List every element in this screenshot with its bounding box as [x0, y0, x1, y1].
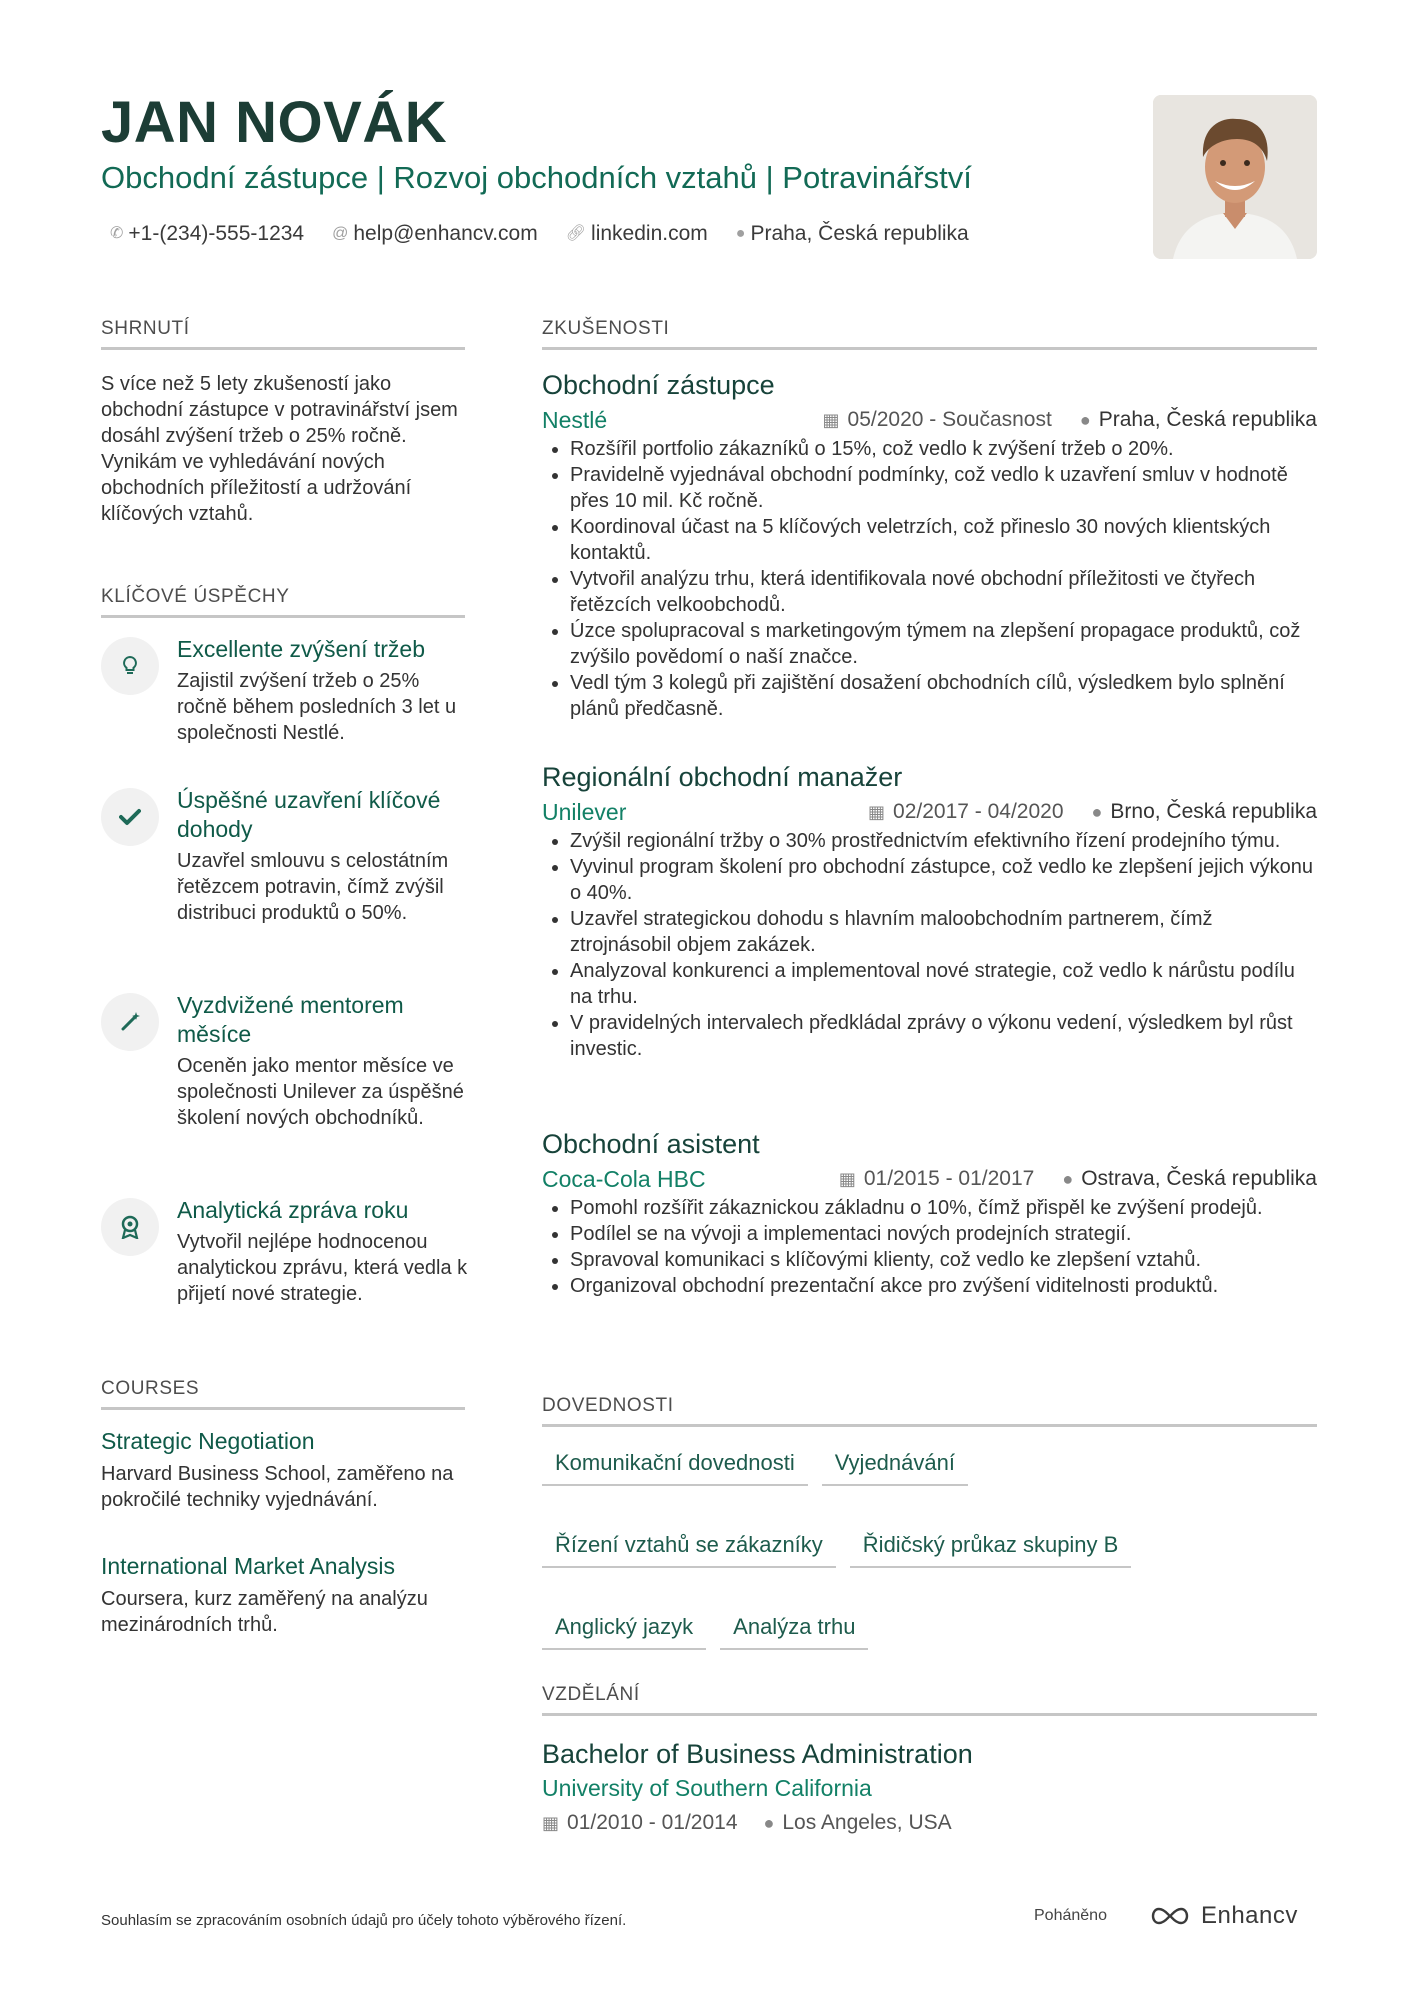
contact-location — [736, 220, 969, 248]
profile-photo — [1153, 95, 1317, 259]
job-bullet: • Spravoval komunikaci s klíčovými klienty, což vedlo ke zlepšení vztahů. — [570, 1247, 1317, 1273]
job-location: Brno, Česká republika — [1110, 800, 1317, 823]
achievement-title: Excellentе zvýšení tržeb — [177, 636, 426, 662]
phone-icon: ✆ — [110, 225, 124, 242]
job-bullet: • V pravidelných intervalech předkládal zprávy o výkonu vedení, výsledkem byl růst investic. — [570, 1010, 1317, 1062]
powered-by-label: Poháněno — [1034, 1907, 1107, 1924]
achievement-text: Uzavřel smlouvu s celostátním řetězcem potravin, čímž zvýšil distribuci produktů o 50%. — [177, 850, 449, 924]
email-text: help@enhancv.com — [353, 222, 538, 245]
job-bullet: • Pomohl rozšířit zákaznickou základnu o 10%, čímž přispěl ke zvýšení prodejů. — [570, 1195, 1317, 1221]
job-date: 05/2020 - Současnost — [847, 408, 1052, 431]
lightbulb-icon — [101, 637, 159, 695]
achievement-item — [101, 991, 471, 1131]
candidate-name: JAN NOVÁK — [101, 90, 448, 155]
skills-list — [542, 1444, 1322, 1650]
link-icon: 🔗︎ — [565, 225, 587, 242]
job-company: Coca-Cola HBC — [542, 1166, 706, 1192]
job-bullet: • Analyzoval konkurenci a implementoval nové strategie, což vedlo k nárůstu podílu na trhu. — [570, 958, 1317, 1010]
consent-note: Souhlasím se zpracováním osobních údajů pro účely tohoto výběrového řízení. — [101, 1912, 627, 1929]
magic-wand-icon — [101, 993, 159, 1051]
job-bullets — [542, 828, 1317, 1062]
location-pin-icon: ● — [763, 1813, 775, 1833]
job-bullet: • Uzavřel strategickou dohodu s hlavním maloobchodním partnerem, čímž ztrojnásobil objem zakázek. — [570, 906, 1317, 958]
achievement-title: Vyzdvižené mentorem měsíce — [177, 992, 404, 1047]
job-date: 01/2015 - 01/2017 — [863, 1167, 1035, 1190]
education-school: University of Southern California — [542, 1775, 872, 1801]
job-bullet: • Vedl tým 3 kolegů při zajištění dosažení obchodních cílů, výsledkem bylo splnění plánů předčasně. — [570, 670, 1317, 722]
experience-heading: ZKUŠENOSTI — [542, 318, 1317, 350]
location-pin-icon: ● — [1079, 410, 1091, 430]
calendar-icon: ▦ — [822, 410, 840, 430]
job-date: 02/2017 - 04/2020 — [893, 800, 1064, 823]
job-entry — [542, 368, 1317, 722]
contact-bar — [110, 220, 969, 248]
location-pin-icon: ● — [735, 225, 746, 242]
job-bullets — [542, 1195, 1317, 1299]
skill-tag: Řidičský průkaz skupiny B — [850, 1526, 1132, 1568]
course-item — [101, 1427, 471, 1513]
achievement-item — [101, 786, 471, 926]
achievements-heading: KLÍČOVÉ ÚSPĚCHY — [101, 586, 465, 618]
phone-text: +1-(234)-555-1234 — [128, 222, 305, 245]
footer-brand[interactable] — [1034, 1902, 1298, 1930]
course-text: Coursera, kurz zaměřený na analýzu mezinárodních trhů. — [101, 1588, 428, 1636]
brand-text: Enhancv — [1200, 1902, 1298, 1929]
location-pin-icon: ● — [1062, 1169, 1074, 1189]
check-icon — [101, 788, 159, 846]
courses-heading: COURSES — [101, 1378, 465, 1410]
location-text: Praha, Česká republika — [750, 222, 969, 245]
contact-linkedin[interactable] — [566, 220, 708, 248]
job-company: Nestlé — [542, 407, 608, 433]
course-text: Harvard Business School, zaměřeno na pokročilé techniky vyjednávání. — [101, 1463, 454, 1511]
job-bullet: • Podílel se na vývoji a implementaci nových prodejních strategií. — [570, 1221, 1317, 1247]
job-entry — [542, 1127, 1317, 1299]
education-location: Los Angeles, USA — [782, 1811, 952, 1834]
skill-tag: Anglický jazyk — [542, 1608, 706, 1650]
job-bullet: • Organizoval obchodní prezentační akce pro zvýšení viditelnosti produktů. — [570, 1273, 1317, 1299]
education-degree: Bachelor of Business Administration — [542, 1739, 973, 1769]
achievement-text: Vytvořil nejlépe hodnocenou analytickou zprávu, která vedla k přijetí nové strategie. — [177, 1231, 468, 1305]
job-entry — [542, 760, 1317, 1062]
candidate-tagline: Obchodní zástupce | Rozvoj obchodních vztahů | Potravinářství — [101, 160, 972, 195]
education-entry — [542, 1737, 1317, 1837]
job-bullets — [542, 436, 1317, 722]
education-date: 01/2010 - 01/2014 — [567, 1811, 738, 1834]
calendar-icon: ▦ — [868, 802, 886, 822]
enhancv-logo — [1147, 1902, 1298, 1930]
course-title: Strategic Negotiation — [101, 1428, 315, 1454]
skill-tag: Analýza trhu — [720, 1608, 868, 1650]
contact-email[interactable] — [332, 220, 538, 248]
skill-tag: Vyjednávání — [822, 1444, 968, 1486]
linkedin-text: linkedin.com — [591, 222, 708, 245]
education-heading: VZDĚLÁNÍ — [542, 1684, 1317, 1716]
job-bullet: • Zvýšil regionální tržby o 30% prostřednictvím efektivního řízení prodejního týmu. — [570, 828, 1317, 854]
award-icon — [101, 1198, 159, 1256]
achievement-text: Oceněn jako mentor měsíce ve společnosti Unilever za úspěšné školení nových obchodníků. — [177, 1055, 464, 1129]
calendar-icon: ▦ — [542, 1813, 560, 1833]
location-pin-icon: ● — [1091, 802, 1103, 822]
calendar-icon: ▦ — [838, 1169, 856, 1189]
job-role: Obchodní asistent — [542, 1129, 760, 1159]
job-bullet: • Pravidelně vyjednával obchodní podmínky, což vedlo k uzavření smluv v hodnotě přes 10 mil. Kč ročně. — [570, 462, 1317, 514]
job-bullet: • Rozšířil portfolio zákazníků o 15%, což vedlo k zvýšení tržeb o 20%. — [570, 436, 1317, 462]
job-company: Unilever — [542, 799, 627, 825]
job-bullet: • Vyvinul program školení pro obchodní zástupce, což vedlo ke zlepšení jejich výkonu o 40%. — [570, 854, 1317, 906]
infinity-icon — [1147, 1904, 1193, 1928]
at-icon: @ — [332, 225, 349, 242]
job-bullet: • Vytvořil analýzu trhu, která identifikovala nové obchodní příležitosti ve čtyřech řetězcích velkoobchodů. — [570, 566, 1317, 618]
job-bullet: • Úzce spolupracoval s marketingovým týmem na zlepšení propagace produktů, což zvýšilo povědomí o naší značce. — [570, 618, 1317, 670]
skill-tag: Řízení vztahů se zákazníky — [542, 1526, 836, 1568]
achievement-text: Zajistil zvýšení tržeb o 25% ročně během posledních 3 let u společnosti Nestlé. — [177, 670, 457, 744]
achievement-item — [101, 1196, 471, 1307]
profile-photo-illustration — [1153, 95, 1317, 259]
skill-tag: Komunikační dovednosti — [542, 1444, 808, 1486]
course-item — [101, 1552, 471, 1638]
achievement-item — [101, 635, 471, 746]
skills-heading: DOVEDNOSTI — [542, 1395, 1317, 1427]
contact-phone[interactable] — [110, 220, 304, 248]
job-location: Praha, Česká republika — [1098, 408, 1317, 431]
job-bullet: • Koordinoval účast na 5 klíčových veletrzích, což přineslo 30 nových klientských kontaktů. — [570, 514, 1317, 566]
job-location: Ostrava, Česká republika — [1081, 1167, 1317, 1190]
achievement-title: Úspěšné uzavření klíčové dohody — [177, 787, 441, 842]
summary-text: S více než 5 lety zkušeností jako obchodní zástupce v potravinářství jsem dosáhl zvýšení tržeb o 25% ročně. Vynikám ve vyhledávání nových obchodních příležitostí a udržování klíčových vztahů. — [101, 373, 458, 525]
job-role: Obchodní zástupce — [542, 370, 775, 400]
job-role: Regionální obchodní manažer — [542, 762, 903, 792]
summary-heading: SHRNUTÍ — [101, 318, 465, 350]
course-title: International Market Analysis — [101, 1553, 396, 1579]
achievement-title: Analytická zpráva roku — [177, 1197, 409, 1223]
